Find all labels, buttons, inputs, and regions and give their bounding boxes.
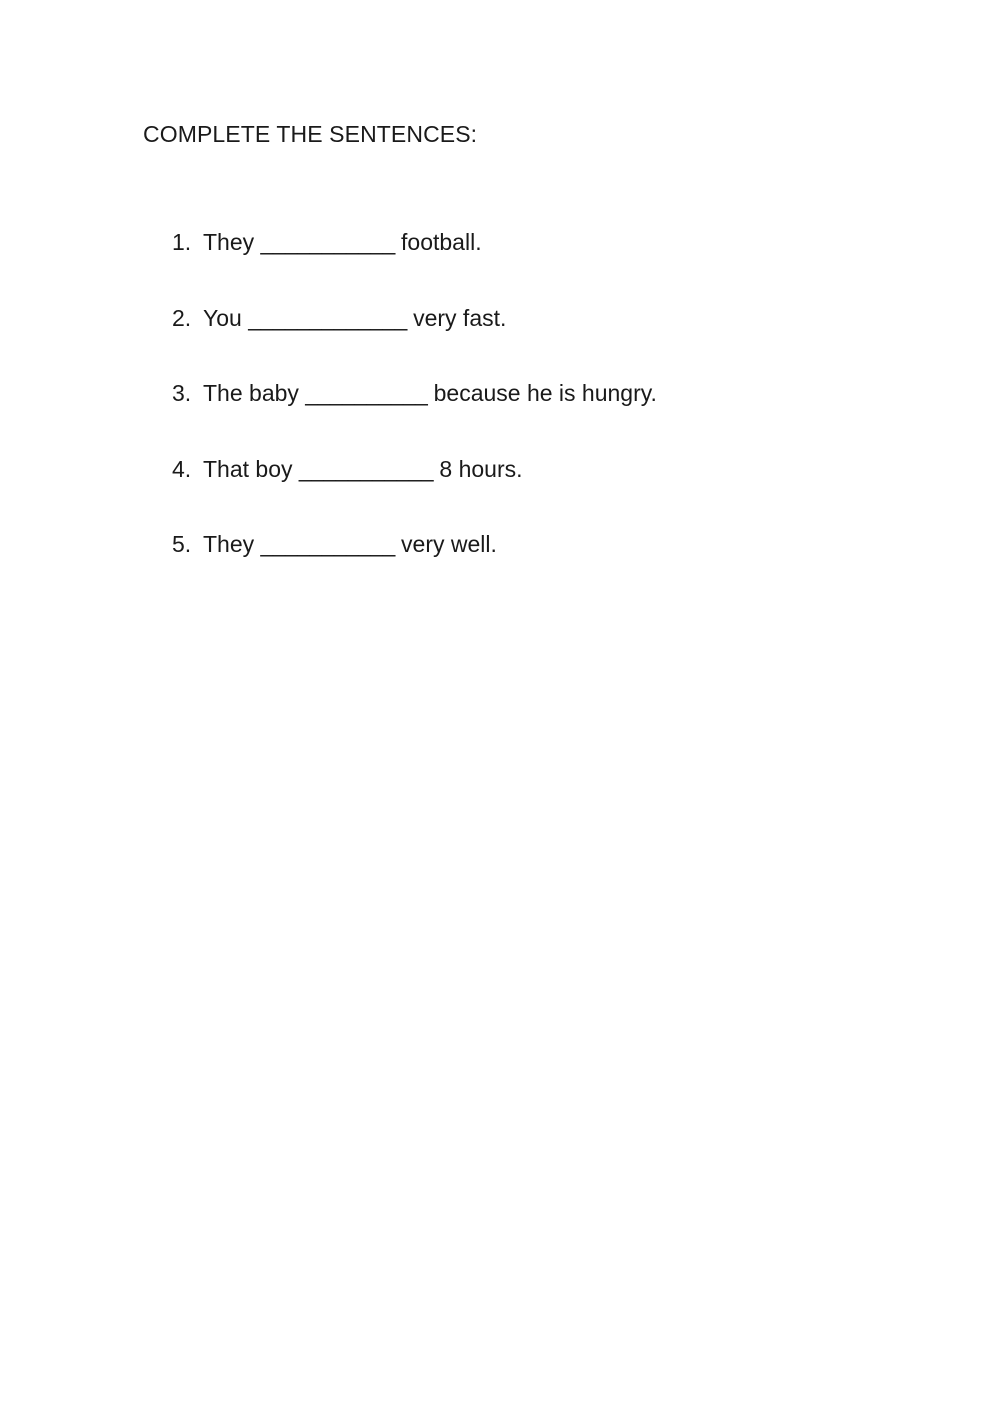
list-item [172, 229, 657, 305]
list-item [172, 380, 657, 456]
list-item [172, 305, 657, 381]
list-item [172, 531, 657, 607]
sentence-start: They [203, 531, 255, 557]
item-number: 5. [172, 531, 192, 557]
sentence-end: very fast. [413, 304, 507, 331]
sentence-end: because he is hungry. [433, 380, 657, 406]
sentence-end: football. [401, 229, 482, 255]
item-number: 2. [172, 304, 192, 331]
sentence-end: very well. [401, 531, 497, 557]
answer-blank: ___________ [260, 531, 395, 557]
answer-blank: _____________ [248, 304, 407, 331]
list-item [172, 456, 657, 532]
answer-blank: __________ [305, 380, 428, 406]
sentence-start: That boy [203, 455, 293, 482]
sentence-start: You [203, 304, 242, 331]
sentence-end: 8 hours. [439, 455, 523, 482]
sentence-start: The baby [203, 380, 299, 406]
sentence-start: They [203, 229, 255, 255]
answer-blank: ___________ [260, 229, 395, 255]
item-number: 1. [172, 229, 192, 255]
page-title: COMPLETE THE SENTENCES: [143, 121, 478, 147]
item-number: 4. [172, 455, 192, 482]
item-number: 3. [172, 380, 192, 406]
answer-blank: ___________ [298, 455, 433, 482]
sentence-list [172, 229, 657, 607]
